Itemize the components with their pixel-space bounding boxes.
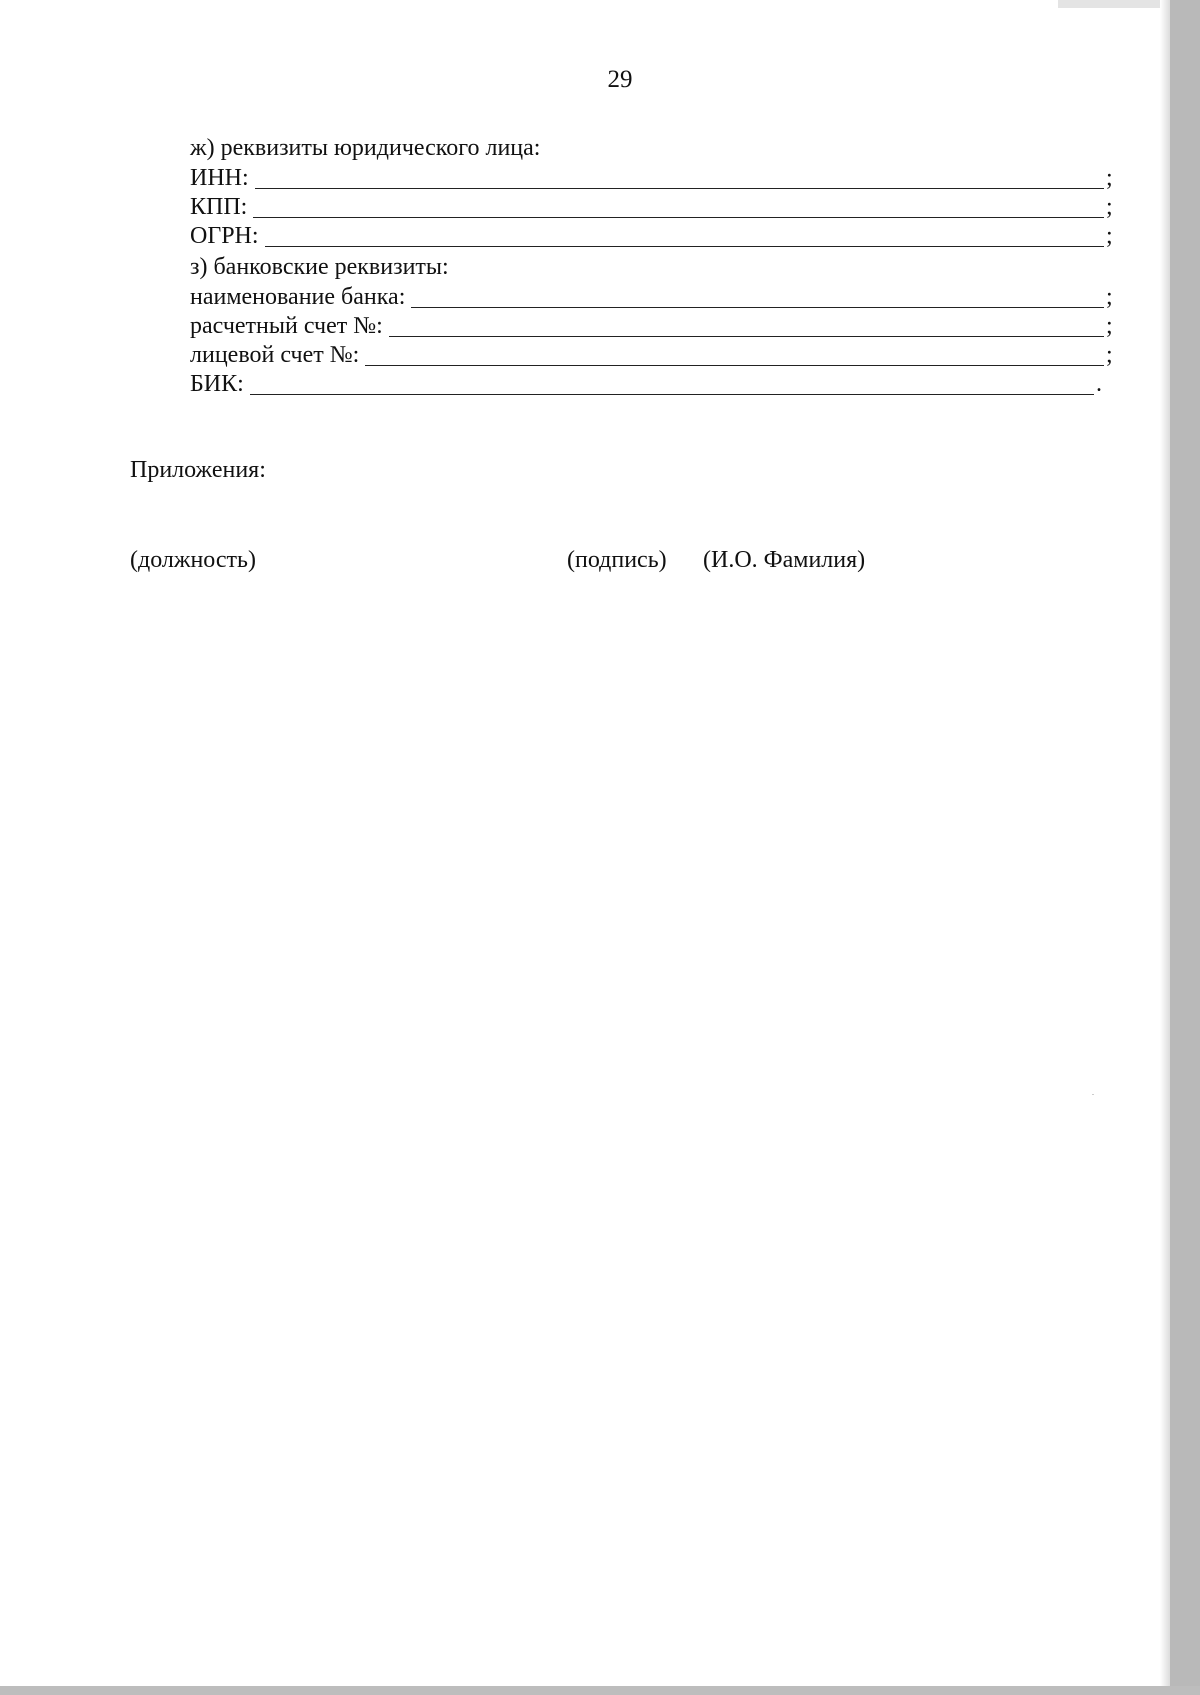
settlement-account-field[interactable] — [389, 314, 1104, 337]
ogrn-label: ОГРН: — [190, 223, 259, 249]
inn-row — [190, 162, 1120, 192]
kpp-field[interactable] — [253, 195, 1104, 218]
bik-field[interactable] — [250, 372, 1094, 395]
name-label: (И.О. Фамилия) — [703, 547, 866, 573]
page-number: 29 — [607, 66, 633, 93]
bank-name-row — [190, 281, 1120, 311]
kpp-row — [190, 191, 1120, 221]
attachments-label: Приложения: — [130, 457, 266, 483]
bank-name-field[interactable] — [411, 285, 1104, 308]
scan-edge-top — [1058, 0, 1170, 8]
scan-speck — [1092, 1094, 1094, 1095]
bank-name-label: наименование банка: — [190, 284, 406, 310]
ogrn-field[interactable] — [265, 224, 1104, 247]
ogrn-end: ; — [1106, 223, 1113, 249]
inn-end: ; — [1106, 165, 1113, 191]
inn-label: ИНН: — [190, 165, 249, 191]
personal-account-end: ; — [1106, 342, 1113, 368]
kpp-label: КПП: — [190, 194, 248, 220]
scan-edge-bottom — [0, 1686, 1200, 1695]
bik-end: . — [1096, 371, 1102, 397]
bank-heading: з) банковские реквизиты: — [190, 254, 449, 280]
bik-row — [190, 368, 1110, 398]
paper-shadow — [1160, 0, 1170, 1686]
bik-label: БИК: — [190, 371, 244, 397]
kpp-end: ; — [1106, 194, 1113, 220]
personal-account-label: лицевой счет №: — [190, 342, 360, 368]
personal-account-row — [190, 339, 1120, 369]
inn-field[interactable] — [255, 166, 1104, 189]
legal-entity-heading: ж) реквизиты юридического лица: — [190, 135, 541, 161]
settlement-account-row — [190, 310, 1120, 340]
bank-name-end: ; — [1106, 284, 1113, 310]
position-label: (должность) — [130, 547, 256, 573]
settlement-account-label: расчетный счет №: — [190, 313, 383, 339]
ogrn-row — [190, 220, 1120, 250]
scan-edge-right — [1170, 0, 1200, 1695]
settlement-account-end: ; — [1106, 313, 1113, 339]
signature-label: (подпись) — [567, 547, 667, 573]
personal-account-field[interactable] — [365, 343, 1104, 366]
